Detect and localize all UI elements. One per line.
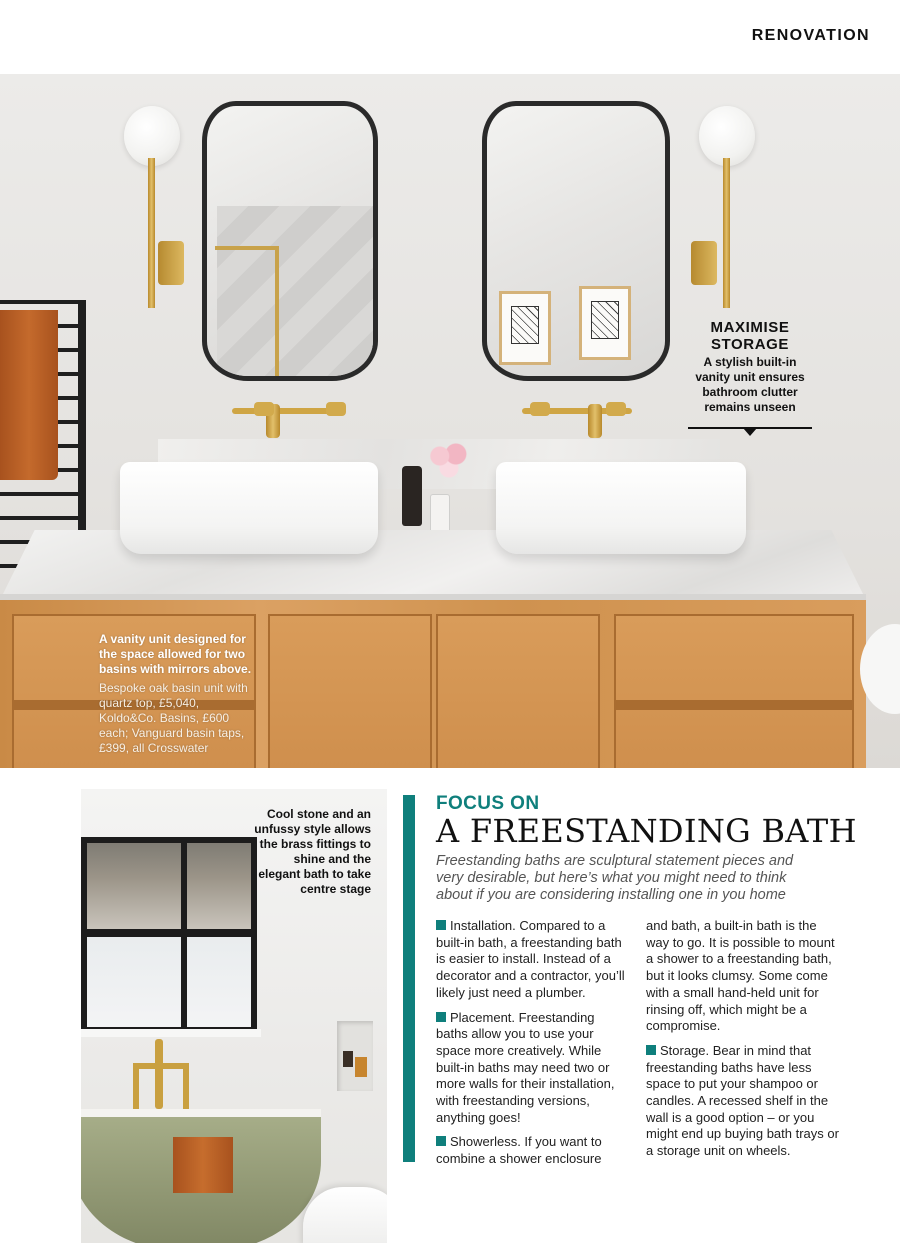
article-column-1	[436, 918, 628, 1176]
toilet	[303, 1187, 387, 1243]
bath-filler-tap	[133, 1039, 189, 1109]
caption-vanity	[99, 632, 259, 756]
cabinet-drawer	[614, 614, 854, 768]
standfirst: Freestanding baths are sculptural statement pieces and very desirable, but here’s what you might need to think about if you are considering installing one in you home	[436, 853, 794, 903]
basin-left	[120, 462, 378, 554]
paragraph-showerless	[436, 1134, 628, 1167]
drawer-divider	[614, 700, 854, 710]
section-label: RENOVATION	[751, 27, 870, 44]
towel	[0, 310, 58, 480]
paragraph-text: Placement. Freestanding baths allow you to use your space more creatively. While built-in baths may need two or more walls for their installation, with freestanding versions, anything goes!	[436, 1009, 615, 1125]
square-bullet-icon	[646, 1045, 656, 1055]
bath-edge	[860, 624, 900, 714]
mirror-left	[202, 101, 378, 381]
article-column-2	[646, 918, 840, 1168]
hero-photo	[0, 74, 900, 768]
tap-left	[232, 404, 342, 438]
bath-towel	[173, 1137, 233, 1193]
paragraph-text: and bath, a built-in bath is the way to go. It is possible to mount a shower to a freestanding bath, but it looks clumsy. Some come with a small hand-held unit for rinsing off, which might be a compromise.	[646, 918, 835, 1034]
accent-bar	[403, 795, 415, 1162]
lotion-bottle	[430, 494, 450, 536]
paragraph-text: Storage. Bear in mind that freestanding baths have less space to put your shampoo or candles. A recessed shelf in the wall is a good option – or you might end up buying bath trays or a storage unit on wheels.	[646, 1042, 839, 1159]
flowers	[426, 440, 472, 480]
callout-maximise-storage	[688, 319, 812, 429]
window-mullion	[181, 837, 257, 1033]
square-bullet-icon	[436, 920, 446, 930]
paragraph-installation	[436, 918, 628, 1002]
square-bullet-icon	[436, 1136, 446, 1146]
paragraph-text: Installation. Compared to a built-in bath, a freestanding bath is easier to install. Instead of a decorator and a contractor, you’ll likely just need a plumber.	[436, 918, 625, 1000]
paragraph-storage	[646, 1043, 840, 1160]
wall-sconce-left	[122, 106, 182, 316]
bath-photo	[81, 789, 387, 1243]
tap-right	[522, 404, 632, 438]
caption-lead: A vanity unit designed for the space allowed for two basins with mirrors above.	[99, 632, 252, 676]
callout-text: A stylish built-in vanity unit ensures bathroom clutter remains unseen	[695, 355, 805, 414]
recessed-shelf	[337, 1021, 373, 1091]
window-sill	[81, 1029, 261, 1037]
cabinet-door	[268, 614, 432, 768]
headline: A FREESTANDING BATH	[436, 812, 857, 850]
paragraph-continued	[646, 918, 840, 1035]
cabinet-door	[436, 614, 600, 768]
paragraph-text: Showerless. If you want to combine a shower enclosure	[436, 1134, 602, 1167]
paragraph-placement	[436, 1010, 628, 1127]
basin-right	[496, 462, 746, 554]
wall-sconce-right	[697, 106, 757, 316]
mirror-right	[482, 101, 670, 381]
kicker: FOCUS ON	[436, 793, 540, 814]
square-bullet-icon	[436, 1012, 446, 1022]
caption-detail: Bespoke oak basin unit with quartz top, £5,040, Koldo&Co. Basins, £600 each; Vanguard basin taps, £399, all Crosswater	[99, 681, 248, 755]
caption-cool-stone: Cool stone and an unfussy style allows the brass fittings to shine and the elegant bath to take centre stage	[254, 807, 371, 896]
callout-heading: MAXIMISE STORAGE	[710, 319, 790, 353]
soap-bottle	[402, 466, 422, 526]
triangle-down-icon	[743, 428, 757, 436]
